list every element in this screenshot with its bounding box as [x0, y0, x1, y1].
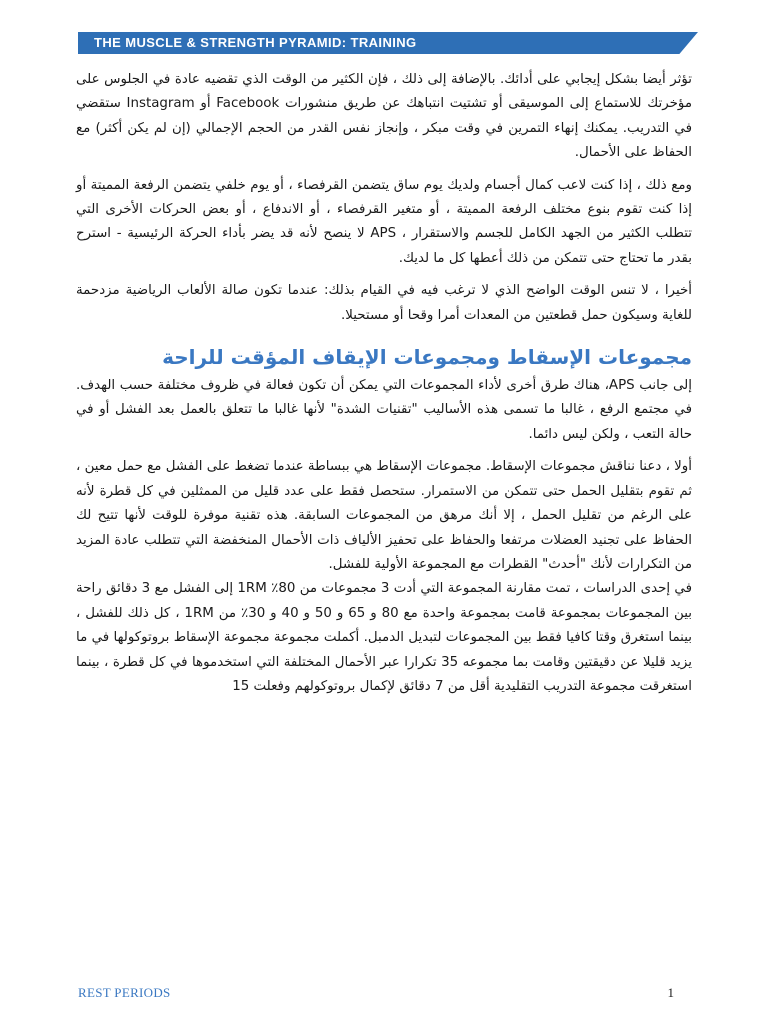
footer-section-label: REST PERIODS: [78, 985, 171, 1000]
paragraph: أخيرا ، لا تنس الوقت الواضح الذي لا ترغب فيه في القيام بذلك: عندما تكون صالة الألعاب الرياضية مزدحمة للغاية وسيكون حمل قطعتين من المعدات أمرا وقحا أو مستحيلا.: [76, 283, 692, 323]
paragraph: ومع ذلك ، إذا كنت لاعب كمال أجسام ولديك يوم ساق يتضمن القرفصاء ، أو يوم خلفي يتضمن الرفعة المميتة أو إذا كنت تقوم بنوع مختلف الرفعة المميتة ، أو متغير القرفصاء ، أو الاندفاع ، أو بعض الحركات الأخرى التي تتطلب الكثير من الجهد الكامل للجسم والاستقرار ، APS لا ينصح لأنه قد يضر بأداء الحركة الرئيسية - استرح بقدر ما تحتاج حتى تتمكن من ذلك أعطها كل ما لديك.: [76, 177, 692, 266]
running-header-title: THE MUSCLE & STRENGTH PYRAMID: TRAINING: [94, 35, 417, 50]
page-number: 1: [667, 985, 674, 1000]
paragraph: تؤثر أيضا بشكل إيجابي على أدائك. بالإضافة إلى ذلك ، فإن الكثير من الوقت الذي تقضيه عادة في الجلوس على مؤخرتك للاستماع إلى الموسيقى أو تشتيت انتباهك عن طريق منشورات Facebook أو Instagram ستقضي في التدريب. يمكنك إنهاء التمرين في وقت مبكر ، وإنجاز نفس القدر من الحجم الإجمالي (إن لم يكن أكثر) مع الحفاظ على الأحمال.: [76, 72, 692, 161]
section-heading: مجموعات الإسقاط ومجموعات الإيقاف المؤقت للراحة: [162, 345, 692, 370]
paragraph: أولا ، دعنا نناقش مجموعات الإسقاط. مجموعات الإسقاط هي ببساطة عندما تضغط على الفشل مع حمل معين ، ثم تقوم بتقليل الحمل حتى تتمكن من الاستمرار. ستحصل فقط على عدد قليل من الممثلين في كل قطرة لأنه على الرغم من تقليل الحمل ، إلا أنك مرهق من المجموعات السابقة. هذه تقنية موفرة للوقت لأنها تتيح لك الحفاظ على تجنيد العضلات مرتفعا والحفاظ على تحفيز الألياف ذات الأحمال المنخفضة التي تتطلب عادة المزيد من التكرارات لأنك "أحدث" القطرات مع المجموعة الأولية للفشل.: [76, 459, 692, 572]
page-body: [76, 68, 692, 699]
paragraph: إلى جانب APS، هناك طرق أخرى لأداء المجموعات التي يمكن أن تكون فعالة في ظروف مختلفة حسب الهدف. في مجتمع الرفع ، غالبا ما تسمى هذه الأساليب "تقنيات الشدة" لأنها غالبا ما تتعلق بالعمل بعد الفشل أو في حالة التعب ، ولكن ليس دائما.: [76, 378, 692, 442]
paragraph: في إحدى الدراسات ، تمت مقارنة المجموعة التي أدت 3 مجموعات من 80٪ 1RM إلى الفشل مع 3 دقائق راحة بين المجموعات بمجموعة قامت بمجموعة واحدة مع 80 و 65 و 50 و 40 و 30٪ من 1RM ، كل ذلك للفشل ، بينما استغرق وقتا كافيا فقط بين المجموعات لتبديل الدمبل. أكملت مجموعة مجموعة الإسقاط بروتوكولها في ما يزيد قليلا عن دقيقتين وقامت بما مجموعه 35 تكرارا عبر الأحمال المختلفة التي استخدموها في كل قطرة ، بينما استغرقت مجموعة التدريب التقليدية أقل من 7 دقائق لإكمال بروتوكولهم وفعلت 15: [76, 581, 692, 694]
